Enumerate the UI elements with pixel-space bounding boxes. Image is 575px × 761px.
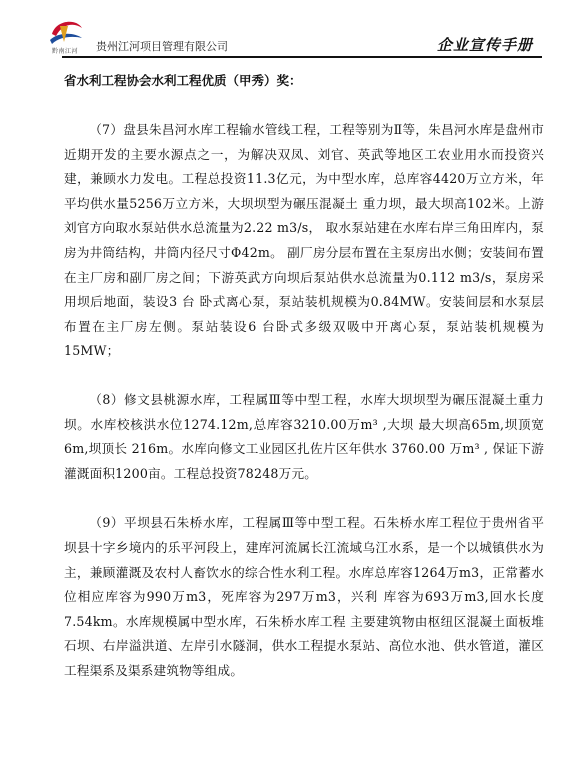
page-header bbox=[0, 0, 575, 62]
page-content bbox=[64, 66, 544, 683]
paragraph-9: （9）平坝县石朱桥水库，工程属Ⅲ等中型工程。石朱桥水库工程位于贵州省平坝县十字乡境内的乐平河段上，建库河流属长江流域乌江水系，是一个以城镇供水为主，兼顾灌溉及农村人畜饮水的综合性水利工程。水库总库容1264万m3，正常蓄水位相应库容为990万m3，死库容为297万m3，兴利 库容为693万m3,回水长度7.54km。水库规模属中型水库，石朱桥水库工程 主要建筑物由枢纽区混凝土面板堆石坝、右岸溢洪道、左岸引水隧洞，供水工程提水泵站、高位水池、供水管道，灌区工程渠系及渠系建筑物等组成。 bbox=[64, 515, 544, 678]
logo-text: 黔南江河 bbox=[52, 48, 79, 55]
header-rule bbox=[62, 56, 542, 58]
section-heading: 省水利工程协会水利工程优质（甲秀）奖： bbox=[64, 73, 302, 88]
company-name: 贵州江河项目管理有限公司 bbox=[96, 40, 228, 53]
paragraph-8: （8）修文县桃源水库，工程属Ⅲ等中型工程，水库大坝坝型为碾压混凝土重力坝。水库校核洪水位1274.12m,总库容3210.00万m³ ,大坝 最大坝高65m,坝顶宽 6m,坝顶长 216m。水库向修文工业园区扎佐片区年供水 3760.00 万m³ , 保证下游灌溉面积1200亩。工程总投资78248万元。 bbox=[64, 391, 544, 481]
brochure-title: 企业宣传手册 bbox=[436, 36, 533, 54]
paragraph-7: （7）盘县朱昌河水库工程输水管线工程，工程等别为Ⅱ等，朱昌河水库是盘州市近期开发的主要水源点之一，为解决双凤、刘官、英武等地区工农业用水而投资兴建，兼顾水力发电。工程总投资11.3亿元，为中型水库，总库容4420万立方米，年平均供水量5256万立方米，大坝坝型为碾压混凝土 重力坝，最大坝高102米。上游刘官方向取水泵站供水总流量为2.22 m3/s， 取水泵站建在水库右岸三角田库内，泵房为井筒结构，井筒内径尺寸Φ42m。 副厂房分层布置在主泵房出水侧；安装间布置在主厂房和副厂房之间；下游英武方向坝后泵站供水总流量为0.112 m3/s，泵房采用坝后地面，装设3 台 卧式离心泵，泵站装机规模为0.84MW。安装间层和水泵层布置在主厂房左侧。泵站装设6 台卧式多级双吸中开离心泵，泵站装机规模为15MW； bbox=[64, 122, 544, 359]
